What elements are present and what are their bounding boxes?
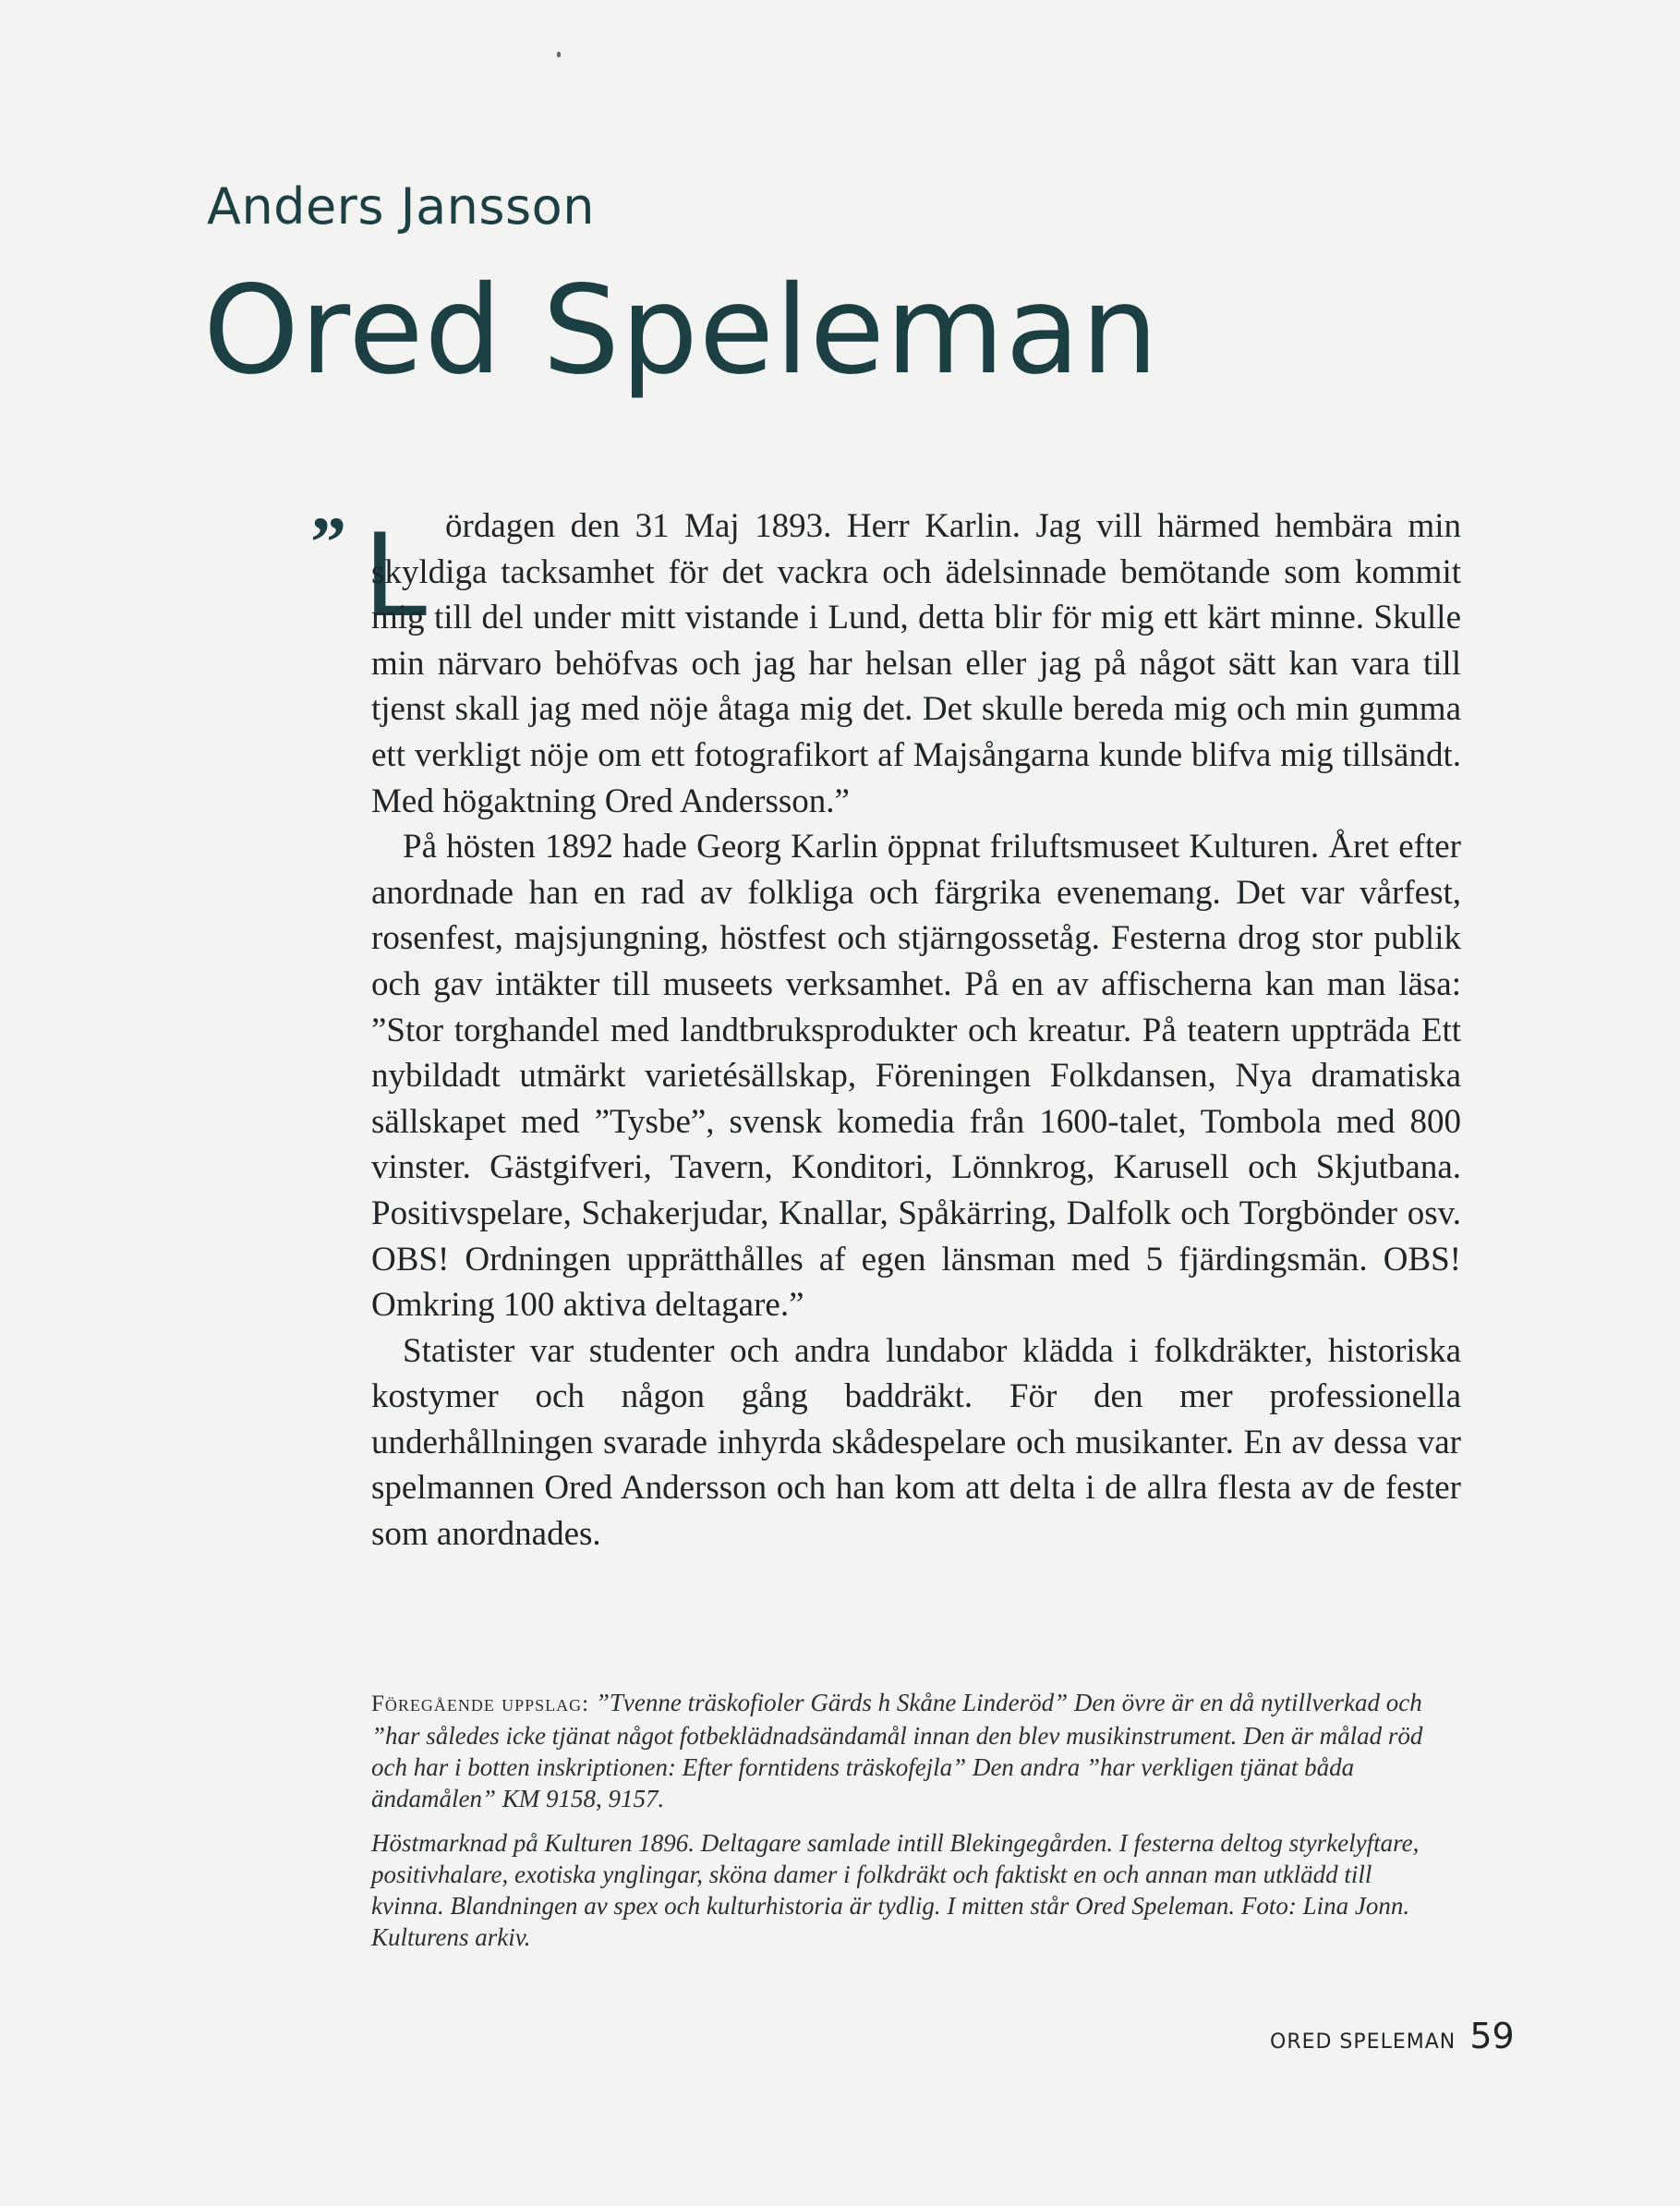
- caption-previous-spread: [371, 1687, 1433, 1814]
- paragraph-2: På hösten 1892 hade Georg Karlin öppnat friluftsmuseet Kulturen. Året efter anordnade han en rad av folkliga och färgrika evenemang. Det var vårfest, rosenfest, majsjungning, höstfest och stjärngossetåg. Festerna drog stor publik och gav intäkter till museets verksamhet. På en av affischerna kan man läsa: ”Stor torghandel med landtbruksprodukter och kreatur. På teatern uppträda Ett nybildadt utmärkt varietésällskap, Föreningen Folkdansen, Nya dramatiska sällskapet med ”Tysbe”, svensk komedia från 1600-talet, Tombola med 800 vinster. Gästgifveri, Tavern, Konditori, Lönnkrog, Karusell och Skjutbana. Positivspelare, Schakerjudar, Knallar, Spåkärring, Dalfolk och Torgbönder osv. OBS! Ordningen upprätthålles af egen länsman med 5 fjärdingsmän. OBS! Omkring 100 aktiva deltagare.”: [371, 828, 1461, 1325]
- article-body: [371, 503, 1461, 1558]
- caption-lead: Föregående uppslag:: [371, 1691, 590, 1716]
- photo-captions: [371, 1687, 1433, 1966]
- paragraph-1: [371, 503, 1461, 824]
- caption-1-text: ”Tvenne träskofioler Gärds h Skåne Linderöd” Den övre är en då nytillverkad och ”har således icke tjänat något fotbeklädnadsändamål innan den blev musikinstrument. Den är målad röd och har i botten inskriptionen: Efter forntidens träskofejla” Den andra ”har verkligen tjänat båda ändamålen” KM 9158, 9157.: [371, 1689, 1423, 1812]
- paragraph-3: Statister var studenter och andra lundabor klädda i folkdräkter, historiska kostymer och någon gång baddräkt. För den mer professionella underhållningen svarade inhyrda skådespelare och musikanter. En av dessa var spelmannen Ored Andersson och han kom att delta i de allra flesta av de fester som anordnades.: [371, 1331, 1461, 1554]
- paragraph-1-text: ördagen den 31 Maj 1893. Herr Karlin. Jag vill härmed hembära min skyldiga tacksamhet för det vackra och ädelsinnade bemötande som kommit mig till del under mitt vistande i Lund, detta blir för mig ett kärt minne. Skulle min närvaro behöfvas och jag har helsan eller jag på något sätt kan vara till tjenst skall jag med nöje åtaga mig det. Det skulle bereda mig och min gumma ett verkligt nöje om ett fotografikort af Majsångarna kunde blifva mig tillsändt. Med högaktning Ored Andersson.”: [371, 507, 1461, 820]
- article-title: Ored Speleman: [203, 260, 1160, 402]
- drop-cap: L: [363, 510, 428, 643]
- caption-market: Höstmarknad på Kulturen 1896. Deltagare samlade intill Blekingegården. I festerna deltog styrkelyftare, positivhalare, exotiska ynglingar, sköna damer i folkdräkt och faktiskt en och annan man utklädd till kvinna. Blandningen av spex och kulturhistoria är tydlig. I mitten står Ored Speleman. Foto: Lina Jonn. Kulturens arkiv.: [371, 1829, 1420, 1951]
- page-number: 59: [1469, 2016, 1515, 2056]
- scan-speck: [557, 52, 561, 57]
- opening-quote-mark: ”: [310, 502, 346, 582]
- author-name: Anders Jansson: [207, 177, 595, 236]
- running-head: ORED SPELEMAN: [1270, 2030, 1456, 2054]
- page-footer: [1270, 2016, 1515, 2056]
